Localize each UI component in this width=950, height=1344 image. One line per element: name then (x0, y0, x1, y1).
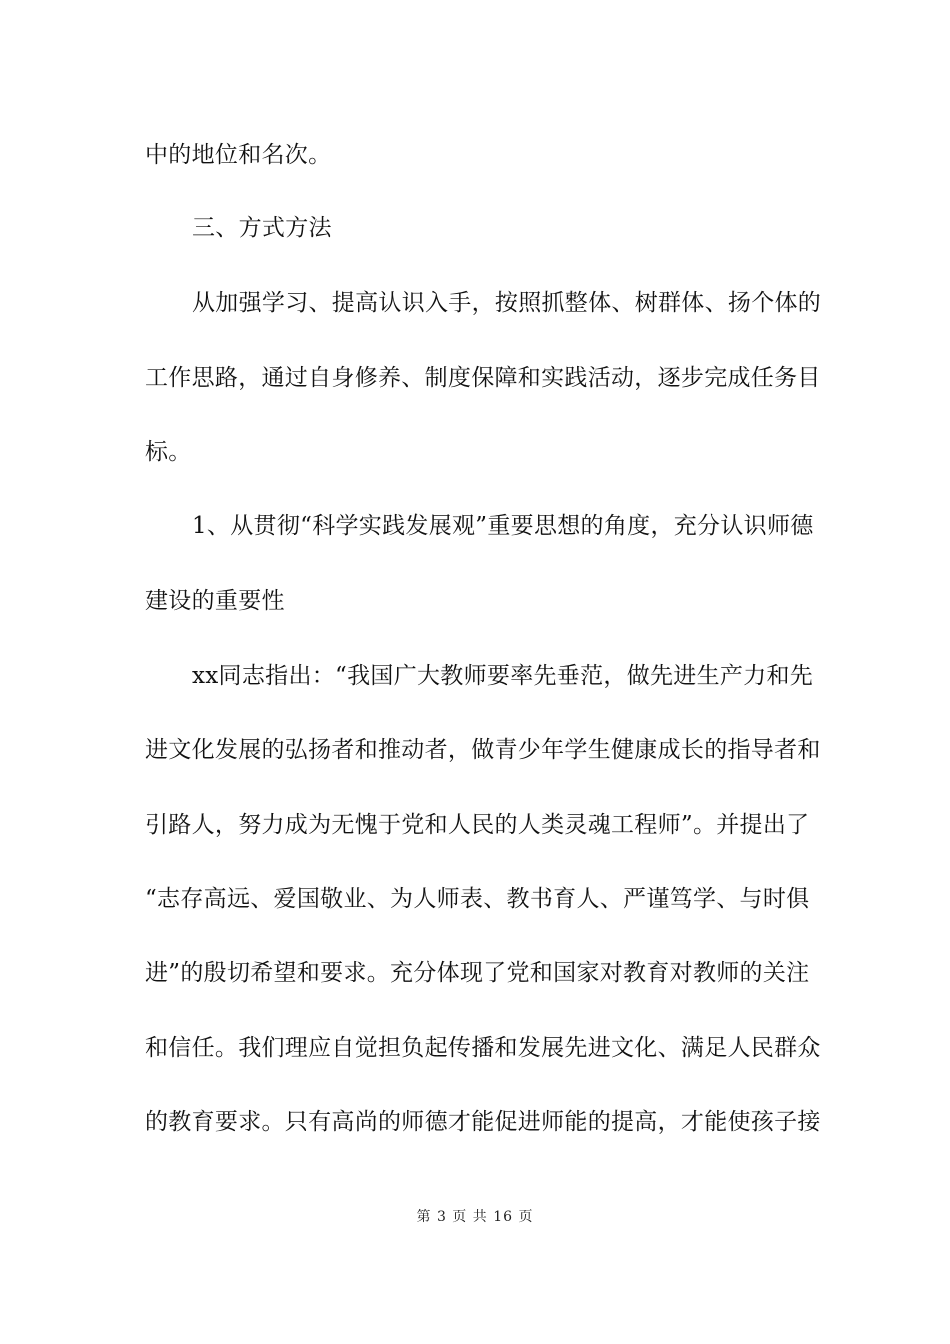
text-line-10: 引路人，努力成为无愧于党和人民的人类灵魂工程师”。并提出了 (145, 812, 810, 838)
text-line-5: 标。 (145, 439, 192, 465)
page-footer: 第 3 页 共 16 页 (416, 1209, 534, 1225)
text-line-9: 进文化发展的弘扬者和推动者，做青少年学生健康成长的指导者和 (145, 737, 821, 763)
subheading-line-2: 建设的重要性 (145, 588, 285, 614)
text-line-14: 的教育要求。只有高尚的师德才能促进师能的提高，才能使孩子接 (145, 1109, 821, 1135)
section-heading-methods: 三、方式方法 (192, 215, 332, 241)
text-line-4: 工作思路，通过自身修养、制度保障和实践活动，逐步完成任务目 (145, 365, 821, 391)
text-line-1: 中的地位和名次。 (145, 142, 332, 168)
text-line-13: 和信任。我们理应自觉担负起传播和发展先进文化、满足人民群众 (145, 1035, 821, 1061)
text-line-12: 进”的殷切希望和要求。充分体现了党和国家对教育对教师的关注 (145, 960, 810, 986)
text-line-11: “志存高远、爱国敬业、为人师表、教书育人、严谨笃学、与时俱 (145, 886, 810, 912)
subheading-line-1: 1、从贯彻“科学实践发展观”重要思想的角度，充分认识师德 (192, 513, 814, 539)
text-line-3: 从加强学习、提高认识入手，按照抓整体、树群体、扬个体的 (192, 290, 822, 316)
text-line-8: xx同志指出：“我国广大教师要率先垂范，做先进生产力和先 (192, 663, 814, 689)
